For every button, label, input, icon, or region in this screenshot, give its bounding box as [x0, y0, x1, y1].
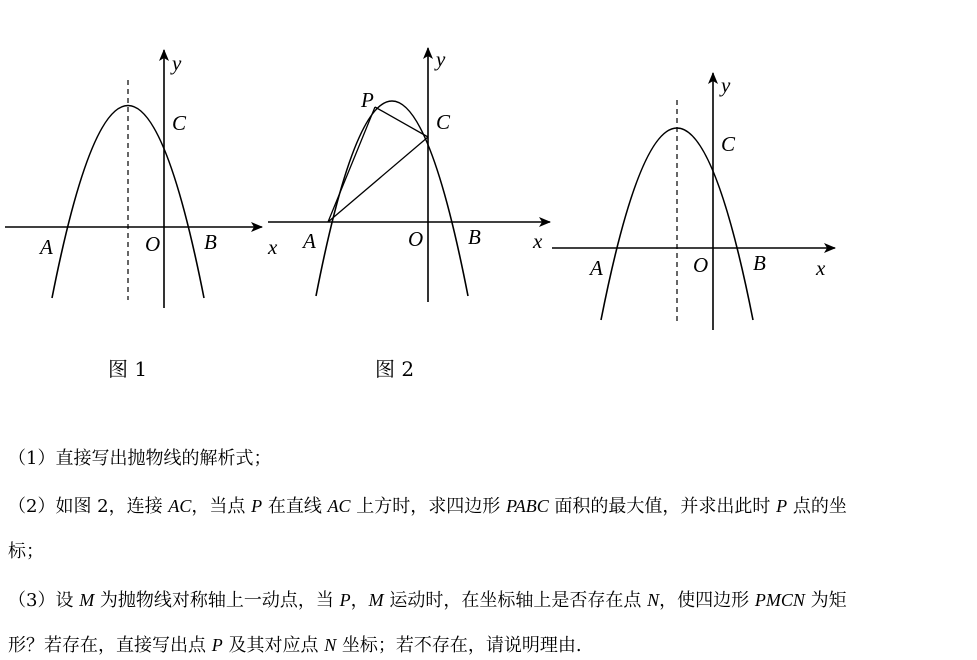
fig2-segment-PA — [328, 107, 375, 222]
q2-text-c: 在直线 — [262, 496, 328, 517]
q3-math-N-2: N — [324, 635, 337, 655]
q2-math-P-1: P — [251, 496, 263, 516]
fig1-caption: 图 1 — [108, 357, 148, 381]
q2-text-d: 上方时，求四边形 — [350, 496, 507, 517]
q2-math-PABC: PABC — [506, 496, 549, 516]
fig1-label-O: O — [145, 232, 161, 256]
fig3-label-y: y — [721, 73, 731, 97]
q3-math-P: P — [339, 590, 351, 610]
fig2-label-A: A — [303, 229, 316, 253]
fig1-label-y: y — [172, 51, 182, 75]
q3-text-h: 及其对应点 — [222, 635, 325, 656]
q3-text-a: （3）设 — [8, 590, 80, 611]
question-2-line-2 — [8, 540, 44, 564]
q2-text-b: ，当点 — [191, 496, 252, 517]
figure-3 — [552, 73, 835, 330]
figure-2 — [268, 48, 550, 302]
q3-text-b: 为抛物线对称轴上一动点，当 — [94, 590, 340, 611]
question-3-line-1 — [8, 588, 847, 613]
q1-text: （1）直接写出抛物线的解析式； — [8, 448, 272, 469]
fig2-label-P: P — [361, 88, 374, 112]
question-2-line-1 — [8, 494, 847, 519]
q3-text-d: 运动时，在坐标轴上是否存在点 — [383, 590, 648, 611]
fig2-segment-PC — [375, 107, 428, 137]
q3-math-N-1: N — [647, 590, 660, 610]
q3-text-e: ，使四边形 — [659, 590, 755, 611]
fig2-label-x: x — [533, 229, 543, 253]
q2-text-e: 面积的最大值，并求出此时 — [548, 496, 777, 517]
q3-text-i: 坐标；若不存在，请说明理由. — [336, 635, 582, 656]
fig3-label-B: B — [753, 251, 766, 275]
q2-text-f: 点的坐 — [787, 496, 847, 517]
q2-math-AC-2: AC — [327, 496, 351, 516]
fig1-label-x: x — [268, 235, 278, 259]
fig2-label-y: y — [436, 47, 446, 71]
q2-text-line2: 标； — [8, 541, 44, 562]
fig2-caption: 图 2 — [375, 357, 415, 381]
q3-math-P-2: P — [211, 635, 223, 655]
fig3-label-A: A — [590, 256, 603, 280]
q3-math-M-2: M — [368, 590, 384, 610]
fig2-label-C: C — [436, 110, 451, 134]
fig2-label-O: O — [408, 227, 424, 251]
q3-math-M-1: M — [79, 590, 95, 610]
q2-math-P-2: P — [776, 496, 788, 516]
question-1 — [8, 447, 271, 471]
q3-text-c: ， — [350, 590, 369, 611]
fig3-label-O: O — [693, 253, 709, 277]
fig3-label-C: C — [721, 132, 736, 156]
q2-math-AC-1: AC — [168, 496, 192, 516]
fig2-label-B: B — [468, 225, 481, 249]
q3-text-g: 形？若存在，直接写出点 — [8, 635, 212, 656]
fig1-label-C: C — [172, 111, 187, 135]
fig3-label-x: x — [816, 256, 826, 280]
fig1-label-A: A — [40, 235, 53, 259]
figure-1 — [5, 50, 262, 308]
q2-text-a: （2）如图 2，连接 — [8, 496, 169, 517]
question-3-line-2 — [8, 633, 582, 658]
fig1-label-B: B — [204, 230, 217, 254]
q3-math-PMCN: PMCN — [754, 590, 805, 610]
q3-text-f: 为矩 — [804, 590, 847, 611]
